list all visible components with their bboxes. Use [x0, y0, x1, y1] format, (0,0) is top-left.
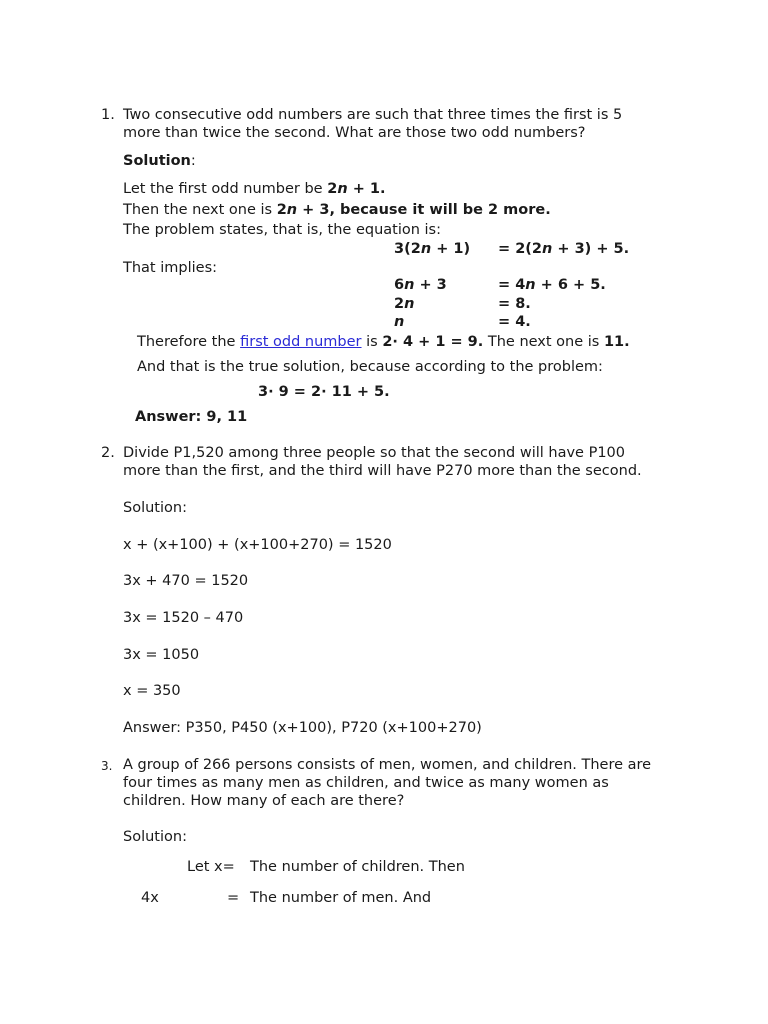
- text-fragment: n: [404, 277, 415, 293]
- text-fragment: + 1): [431, 241, 471, 257]
- text-fragment: 2: [394, 296, 405, 312]
- text-fragment: The next one is: [483, 334, 604, 350]
- text-fragment: = 2(2: [498, 241, 543, 257]
- problem3-question-line2: four times as many men as children, and twice as many women as: [123, 775, 609, 791]
- problem1-question-line2: more than twice the second. What are those two odd numbers?: [123, 125, 586, 141]
- eq4-lhs: [394, 313, 404, 331]
- expr-coef: 2: [327, 181, 338, 197]
- text-fragment: + 6 + 5.: [535, 277, 606, 293]
- problem1-that-implies: That implies:: [123, 260, 218, 276]
- problem2-step: x + (x+100) + (x+100+270) = 1520: [123, 537, 392, 553]
- text-fragment: n: [420, 241, 432, 257]
- problem2-step: 3x = 1520 – 470: [123, 610, 244, 626]
- solution-colon: :: [190, 153, 196, 169]
- text-fragment: 2· 4 + 1 = 9.: [382, 334, 484, 350]
- text-fragment: n: [542, 241, 553, 257]
- text-fragment: + 3) + 5.: [552, 241, 630, 257]
- problem3-solution-label: Solution:: [123, 829, 187, 845]
- text-fragment: 11.: [603, 334, 630, 350]
- problem1-solution-label: [123, 152, 196, 170]
- problem1-question-line1: Two consecutive odd numbers are such that three times the first is 5: [123, 107, 623, 123]
- problem3-let-x: Let x=: [187, 859, 235, 875]
- eq2-rhs: [498, 276, 606, 294]
- problem1-answer: Answer: 9, 11: [135, 409, 248, 425]
- problem3-men-desc: The number of men. And: [250, 890, 432, 906]
- problem3-let-x-desc: The number of children. Then: [250, 859, 465, 875]
- text-fragment: n: [404, 296, 415, 312]
- problem1-true-solution: And that is the true solution, because according to the problem:: [137, 359, 603, 375]
- text-fragment: 3(2: [394, 241, 421, 257]
- text-fragment: 6: [394, 277, 405, 293]
- problem2-step: 3x = 1050: [123, 647, 200, 663]
- problem2-question-line2: more than the first, and the third will have P270 more than the second.: [123, 463, 642, 479]
- text-fragment: is: [361, 334, 383, 350]
- list-number-1: 1.: [101, 107, 115, 123]
- problem2-step: x = 350: [123, 683, 181, 699]
- problem3-question-line1: A group of 266 persons consists of men, women, and children. There are: [123, 757, 652, 773]
- problem1-check: 3· 9 = 2· 11 + 5.: [258, 384, 390, 400]
- problem3-men-eq: =: [227, 890, 240, 906]
- problem1-let-first: [123, 180, 385, 198]
- expr-rest: + 1.: [347, 181, 386, 197]
- list-number-2: 2.: [101, 445, 115, 461]
- expr-coef: 2: [276, 202, 287, 218]
- text-fragment: = 4: [498, 277, 526, 293]
- problem3-men-lhs: 4x: [141, 890, 159, 906]
- text-fragment: Therefore the: [137, 334, 241, 350]
- let-first-text: Let the first odd number be: [123, 181, 328, 197]
- text-fragment: n: [525, 277, 536, 293]
- solution-heading: Solution: [123, 153, 191, 169]
- first-odd-number-link[interactable]: first odd number: [240, 334, 362, 350]
- problem2-step: 3x + 470 = 1520: [123, 573, 249, 589]
- problem3-question-line3: children. How many of each are there?: [123, 793, 405, 809]
- eq3-rhs: = 8.: [498, 296, 531, 312]
- problem2-question-line1: Divide P1,520 among three people so that the second will have P100: [123, 445, 625, 461]
- eq1-lhs: [394, 240, 470, 258]
- eq3-lhs: [394, 295, 414, 313]
- expr-rest: + 3, because it will be 2 more.: [297, 202, 551, 218]
- expr-var: n: [286, 202, 298, 218]
- eq1-rhs: [498, 240, 629, 258]
- problem1-then-next: [123, 201, 551, 219]
- list-number-3: 3.: [101, 759, 113, 773]
- problem2-answer: Answer: P350, P450 (x+100), P720 (x+100+270): [123, 720, 482, 736]
- text-fragment: n: [394, 314, 405, 330]
- text-fragment: + 3: [414, 277, 447, 293]
- problem1-therefore: [137, 333, 630, 351]
- problem1-states: The problem states, that is, the equation is:: [123, 222, 442, 238]
- expr-var: n: [337, 181, 348, 197]
- then-next-text: Then the next one is: [123, 202, 277, 218]
- eq2-lhs: [394, 276, 447, 294]
- eq4-rhs: = 4.: [498, 314, 531, 330]
- problem2-solution-label: Solution:: [123, 500, 187, 516]
